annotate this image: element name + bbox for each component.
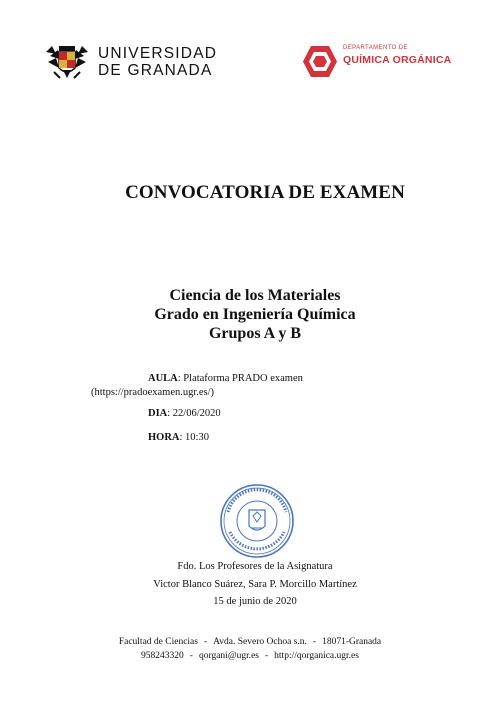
footer-separator: - [189,651,193,661]
footer-street: Avda. Severo Ochoa s.n. [213,637,307,647]
footer-faculty: Facultad de Ciencias [118,637,198,647]
aula-url[interactable]: (https://pradoexamen.ugr.es/) [91,387,215,398]
signature-line: Fdo. Los Profesores de la Asignatura [177,561,333,572]
footer-separator: - [265,651,269,661]
hora-line [148,432,209,443]
signature-names: Victor Blanco Suárez, Sara P. Morcillo Martínez [153,579,357,590]
university-name-line1: UNIVERSIDAD [98,45,218,62]
dia-value: : 22/06/2020 [167,408,221,419]
footer-separator: - [203,637,208,647]
aula-value: : Plataforma PRADO examen [177,373,303,384]
department-label: DEPARTAMENTO DE [343,45,408,51]
footer-email[interactable]: qorgani@ugr.es [198,651,259,661]
footer-city: 18071-Granada [322,637,382,647]
university-name-line2: DE GRANADA [98,62,213,79]
page-title: CONVOCATORIA DE EXAMEN [125,182,405,203]
aula-label: AULA [148,373,178,384]
university-name [98,45,217,79]
university-crest-icon [44,42,90,82]
footer-address [0,637,500,647]
footer-separator: - [312,637,317,647]
footer-website[interactable]: http://qorganica.ugr.es [274,651,359,661]
footer-phone: 958243320 [141,651,184,661]
hexagon-logo-icon [302,45,338,78]
department-seal-icon [218,482,296,560]
dia-line [148,408,221,419]
footer-contact [0,651,500,661]
signature-date: 15 de junio de 2020 [213,596,297,607]
hora-label: HORA [148,432,180,443]
hora-value: : 10:30 [179,432,209,443]
aula-line [148,373,303,384]
groups-label: Grupos A y B [208,325,302,342]
subject-name: Ciencia de los Materiales [169,287,341,304]
dia-label: DIA [148,408,168,419]
degree-name: Grado en Ingeniería Química [154,306,356,323]
department-title: QUÍMICA ORGÁNICA [343,54,452,66]
